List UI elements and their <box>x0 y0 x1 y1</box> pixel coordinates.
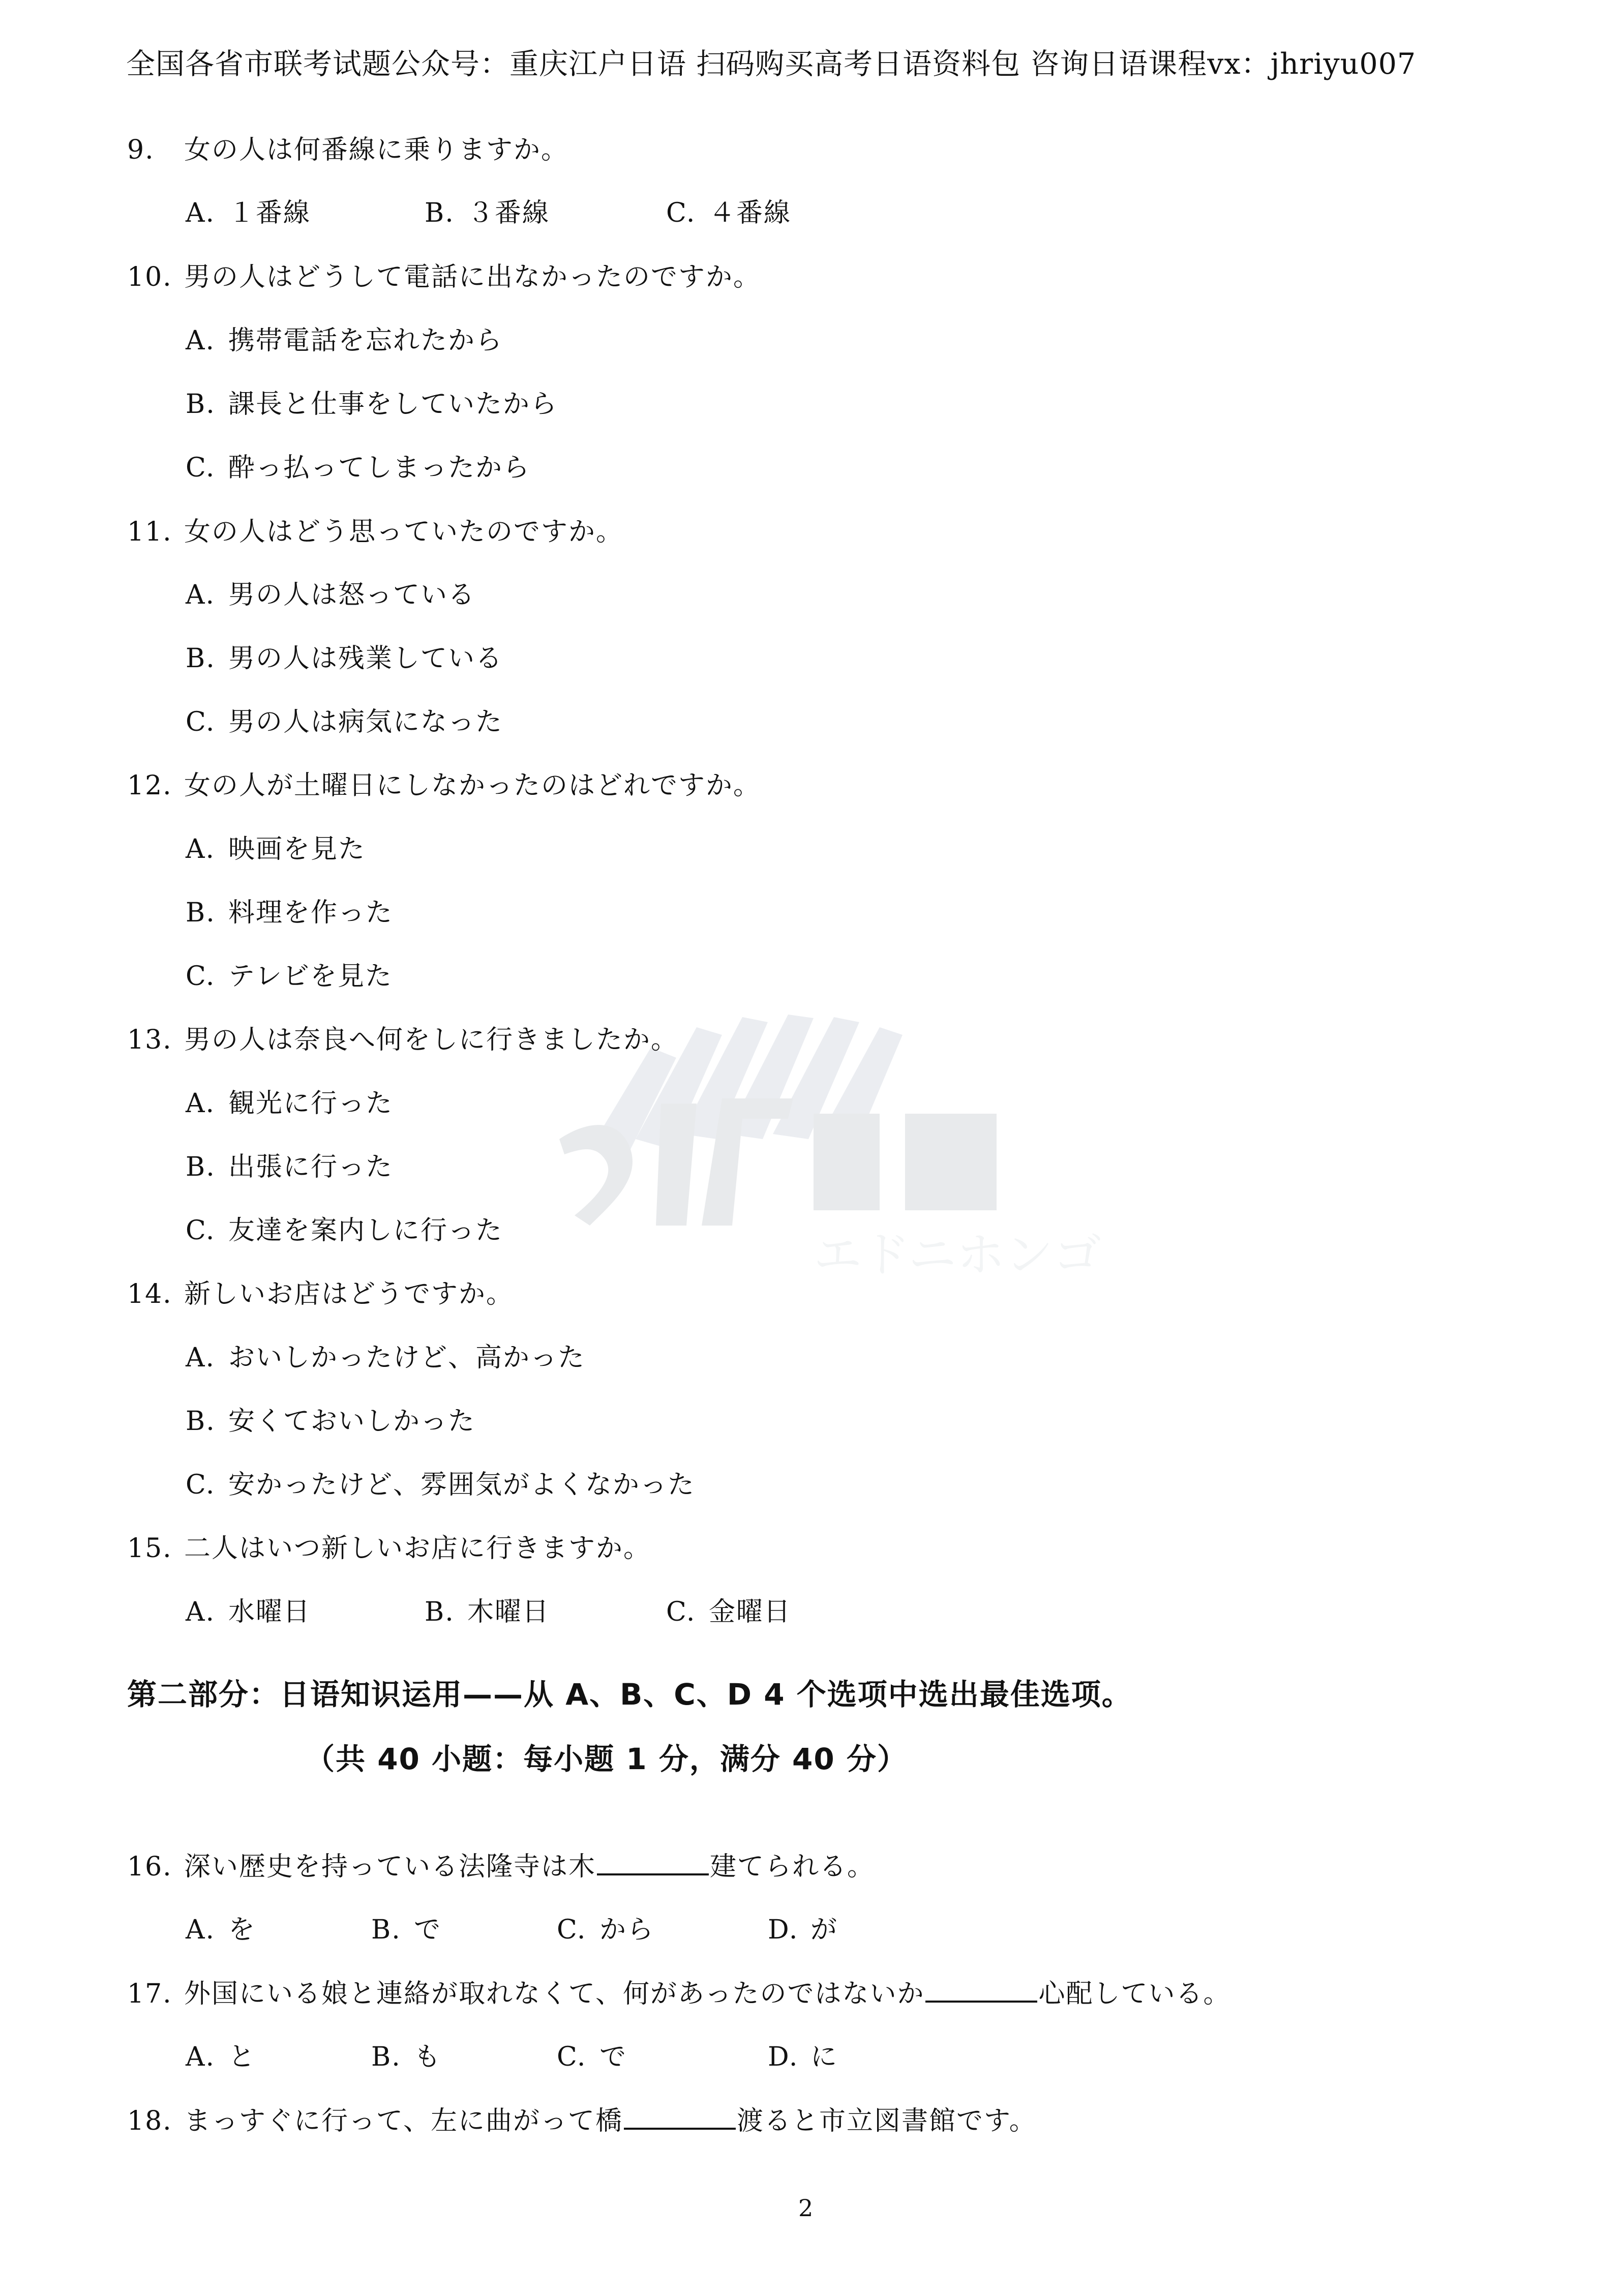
option-letter: B. <box>371 2042 401 2072</box>
option-text: 観光に行った <box>228 1088 394 1119</box>
option-b <box>371 1908 441 1946</box>
option-c <box>186 446 530 484</box>
option-text: １番線 <box>228 198 311 228</box>
answer-blank <box>624 2105 736 2130</box>
question-text-after: 建てられる。 <box>710 1852 875 1882</box>
question-4 <box>127 1018 678 1056</box>
option-text: が <box>810 1915 838 1945</box>
option-a <box>186 1336 585 1374</box>
option-letter: A. <box>186 834 216 864</box>
option-letter: A. <box>186 1915 216 1945</box>
option-letter: B. <box>186 1406 216 1437</box>
option-c <box>666 191 791 229</box>
question-text-before: 深い歴史を持っている法隆寺は木 <box>184 1852 596 1882</box>
option-text: も <box>414 2042 442 2072</box>
option-text: 携帯電話を忘れたから <box>228 325 503 356</box>
option-letter: A. <box>186 2042 216 2072</box>
answer-blank <box>925 1978 1037 2003</box>
option-a <box>186 1590 311 1628</box>
question-text: 二人はいつ新しいお店に行きますか。 <box>184 1533 651 1564</box>
option-letter: B. <box>186 643 216 674</box>
option-text: 男の人は病気になった <box>228 707 503 737</box>
option-letter: A. <box>186 1597 216 1627</box>
option-text: おいしかったけど、高かった <box>228 1343 586 1373</box>
question-text-after: 渡ると市立図書館です。 <box>736 2106 1037 2136</box>
option-text: ４番線 <box>709 198 792 228</box>
option-letter: C. <box>186 453 216 483</box>
question-text: 男の人は奈良へ何をしに行きましたか。 <box>184 1025 679 1055</box>
option-c <box>186 955 393 993</box>
option-text: 金曜日 <box>709 1597 792 1627</box>
page-header: 全国各省市联考试题公众号：重庆江户日语 扫码购买高考日语资料包 咨询日语课程vx：jhriyu007 <box>126 47 1417 81</box>
question-18 <box>127 2099 1037 2137</box>
question-6 <box>127 1527 651 1565</box>
option-b <box>186 637 503 675</box>
question-number: 12. <box>127 770 172 801</box>
answer-blank <box>597 1851 709 1875</box>
question-text: 女の人はどう思っていたのですか。 <box>184 517 624 547</box>
page-number: 2 <box>798 2194 814 2222</box>
option-letter: A. <box>186 198 216 228</box>
question-number: 13. <box>127 1025 172 1055</box>
question-text: 女の人は何番線に乗りますか。 <box>184 135 569 165</box>
option-letter: D. <box>768 1915 799 1945</box>
option-letter: B. <box>371 1915 401 1945</box>
option-text: テレビを見た <box>228 961 393 992</box>
option-c <box>557 1908 654 1946</box>
option-text: 安くておいしかった <box>228 1406 476 1437</box>
question-3 <box>127 764 761 802</box>
question-2 <box>127 510 623 548</box>
option-letter: A. <box>186 1343 216 1373</box>
option-text: 男の人は怒っている <box>228 580 476 610</box>
option-c <box>186 1463 695 1501</box>
option-letter: B. <box>186 389 216 420</box>
question-number: 16. <box>127 1852 172 1882</box>
option-d <box>768 2035 838 2073</box>
option-letter: D. <box>768 2042 799 2072</box>
option-text: ３番線 <box>467 198 550 228</box>
option-a <box>186 827 366 866</box>
option-text: に <box>810 2042 838 2072</box>
option-letter: A. <box>186 325 216 356</box>
question-number: 15. <box>127 1533 172 1564</box>
question-1 <box>127 255 761 293</box>
option-text: 出張に行った <box>228 1152 394 1182</box>
question-text: 女の人が土曜日にしなかったのはどれですか。 <box>184 770 761 801</box>
option-letter: C. <box>666 198 696 228</box>
option-b <box>371 2035 441 2073</box>
option-text: 木曜日 <box>467 1597 550 1627</box>
option-text: 課長と仕事をしていたから <box>228 389 558 420</box>
option-text: 安かったけど、雰囲気がよくなかった <box>228 1470 696 1500</box>
question-17 <box>127 1972 1230 2010</box>
question-text-after: 心配している。 <box>1038 1979 1231 2009</box>
option-d <box>768 1908 838 1946</box>
option-c <box>557 2035 627 2073</box>
option-a <box>186 573 475 611</box>
option-text: 酔っ払ってしまったから <box>228 453 531 483</box>
option-text: 水曜日 <box>228 1597 311 1627</box>
question-number: 10. <box>127 262 172 292</box>
question-number: 9. <box>127 135 155 165</box>
option-text: 友達を案内しに行った <box>228 1215 503 1246</box>
option-text: で <box>599 2042 627 2072</box>
option-text: と <box>228 2042 256 2072</box>
question-text-before: まっすぐに行って、左に曲がって橋 <box>184 2106 623 2136</box>
section-title: 第二部分：日语知识运用——从 A、B、C、D 4 个选项中选出最佳选项。 <box>127 1677 1132 1712</box>
option-a <box>186 191 311 229</box>
watermark-kana: エドニホンゴ <box>814 1227 1102 1283</box>
option-b <box>425 191 550 229</box>
option-c <box>186 1209 503 1247</box>
option-letter: C. <box>557 1915 587 1945</box>
option-a <box>186 1908 256 1946</box>
option-letter: C. <box>186 707 216 737</box>
option-b <box>186 382 558 421</box>
option-letter: B. <box>186 1152 216 1182</box>
question-number: 11. <box>127 517 172 547</box>
question-text: 男の人はどうして電話に出なかったのですか。 <box>184 262 761 292</box>
option-letter: B. <box>186 898 216 928</box>
question-0 <box>127 128 568 166</box>
option-letter: A. <box>186 580 216 610</box>
option-c <box>666 1590 791 1628</box>
question-text-before: 外国にいる娘と連絡が取れなくて、何があったのではないか <box>184 1979 925 2009</box>
option-a <box>186 1082 393 1120</box>
option-text: 映画を見た <box>228 834 366 864</box>
question-text: 新しいお店はどうですか。 <box>184 1279 514 1309</box>
option-letter: A. <box>186 1088 216 1119</box>
option-a <box>186 2035 256 2073</box>
option-text: から <box>599 1915 655 1945</box>
question-number: 17. <box>127 1979 172 2009</box>
option-text: 男の人は残業している <box>228 643 503 674</box>
option-text: を <box>228 1915 256 1945</box>
option-b <box>186 1145 393 1183</box>
option-letter: C. <box>557 2042 587 2072</box>
option-c <box>186 700 503 738</box>
option-text: で <box>414 1915 442 1945</box>
option-a <box>186 319 503 357</box>
option-letter: C. <box>186 1215 216 1246</box>
option-letter: C. <box>186 961 216 992</box>
option-b <box>425 1590 550 1628</box>
question-number: 18. <box>127 2106 172 2136</box>
option-letter: B. <box>425 1597 455 1627</box>
option-b <box>186 1399 475 1438</box>
section-points: （共 40 小题：每小题 1 分，满分 40 分） <box>305 1742 908 1776</box>
option-letter: B. <box>425 198 455 228</box>
option-b <box>186 891 393 929</box>
option-letter: C. <box>186 1470 216 1500</box>
option-text: 料理を作った <box>228 898 394 928</box>
question-16 <box>127 1845 875 1883</box>
question-5 <box>127 1272 514 1310</box>
question-number: 14. <box>127 1279 172 1309</box>
option-letter: C. <box>666 1597 696 1627</box>
